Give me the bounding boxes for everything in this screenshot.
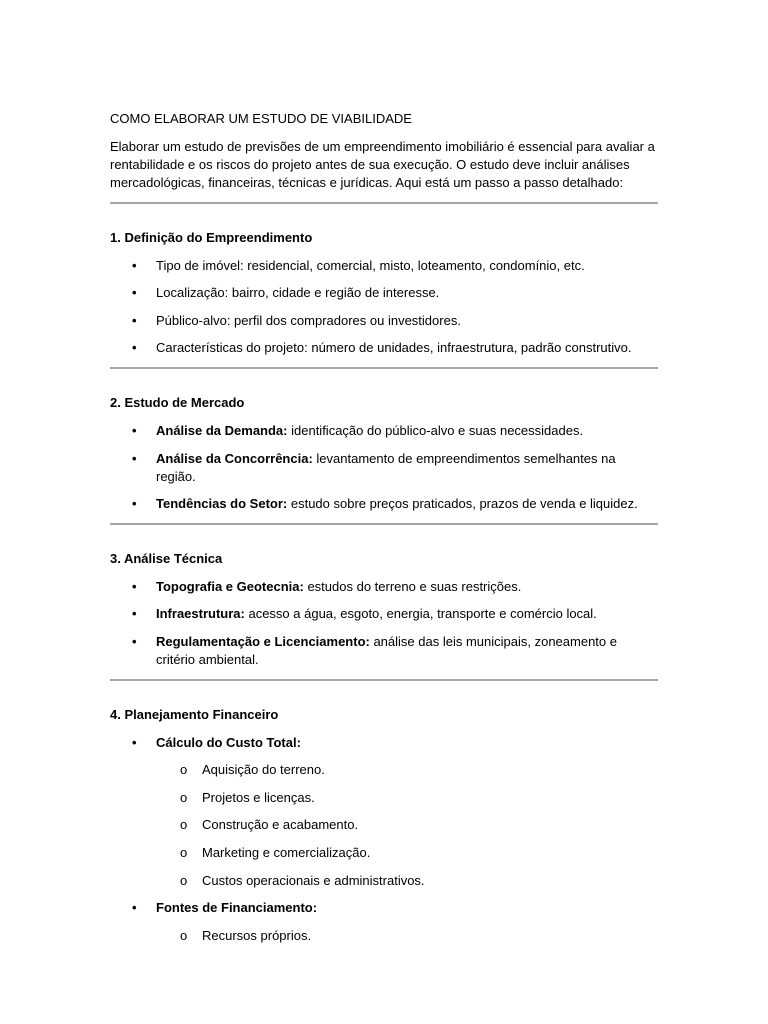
list-item xyxy=(110,495,658,513)
list-item-text: acesso a água, esgoto, energia, transporte e comércio local. xyxy=(244,606,597,622)
list-item-label: Fontes de Financiamento: xyxy=(156,900,318,916)
list-item-label: Topografia e Geotecnia: xyxy=(156,578,304,594)
list-item-text: estudo sobre preços praticados, prazos de venda e liquidez. xyxy=(287,496,638,512)
list-item xyxy=(110,734,658,890)
list-item xyxy=(110,257,658,275)
list-item xyxy=(110,422,658,440)
bullet-icon: • xyxy=(132,257,137,273)
document-content xyxy=(110,110,658,945)
list-item-label: Análise da Concorrência: xyxy=(156,450,313,466)
list-item xyxy=(110,312,658,330)
list-item xyxy=(110,899,658,945)
sub-bullet-icon: o xyxy=(180,762,188,778)
list-item-text: Localização: bairro, cidade e região de interesse. xyxy=(156,285,440,301)
sub-list-item xyxy=(156,844,658,862)
sub-bullet-icon: o xyxy=(180,872,188,888)
sub-list-item xyxy=(156,816,658,834)
section-heading-definicao: 1. Definição do Empreendimento xyxy=(110,230,313,245)
list-item-text: estudos do terreno e suas restrições. xyxy=(303,578,522,594)
section-divider xyxy=(110,679,658,681)
bullet-icon: • xyxy=(132,285,137,301)
list-item xyxy=(110,339,658,357)
section-divider xyxy=(110,523,658,525)
bullet-icon: • xyxy=(132,340,137,356)
intro-paragraph: Elaborar um estudo de previsões de um empreendimento imobiliário é essencial para avaliar a rentabilidade e os riscos do projeto antes de sua execução. O estudo deve incluir análises mercadológicas, financeiras, técnicas e jurídicas. Aqui está um passo a passo detalhado: xyxy=(110,139,655,190)
list-item-label: Cálculo do Custo Total: xyxy=(156,734,301,750)
bullet-list-mercado xyxy=(110,422,658,513)
list-item xyxy=(110,633,658,669)
sub-list-item-text: Construção e acabamento. xyxy=(202,817,359,833)
document-title: COMO ELABORAR UM ESTUDO DE VIABILIDADE xyxy=(110,111,412,126)
bullet-icon: • xyxy=(132,450,137,466)
list-item-label: Análise da Demanda: xyxy=(156,422,288,438)
sub-list-item-text: Recursos próprios. xyxy=(202,927,312,943)
sub-list-item xyxy=(156,872,658,890)
sub-list-item-text: Aquisição do terreno. xyxy=(202,762,325,778)
list-item-label: Tendências do Setor: xyxy=(156,496,288,512)
list-item-label: Regulamentação e Licenciamento: xyxy=(156,633,370,649)
sub-list-item-text: Custos operacionais e administrativos. xyxy=(202,872,425,888)
bullet-icon: • xyxy=(132,496,137,512)
list-item-text: Características do projeto: número de unidades, infraestrutura, padrão construtivo. xyxy=(156,340,632,356)
list-item xyxy=(110,605,658,623)
bullet-list-definicao xyxy=(110,257,658,358)
bullet-icon: • xyxy=(132,900,137,916)
bullet-list-tecnica xyxy=(110,578,658,669)
sub-list-item xyxy=(156,761,658,779)
bullet-icon: • xyxy=(132,422,137,438)
sub-bullet-icon: o xyxy=(180,789,188,805)
section-heading-financeiro: 4. Planejamento Financeiro xyxy=(110,706,279,722)
list-item-text: Tipo de imóvel: residencial, comercial, misto, loteamento, condomínio, etc. xyxy=(156,257,585,273)
bullet-icon: • xyxy=(132,606,137,622)
section-heading-tecnica: 3. Análise Técnica xyxy=(110,551,223,567)
bullet-list-financeiro xyxy=(110,734,658,945)
section-divider xyxy=(110,367,658,369)
sub-list-item xyxy=(156,927,658,945)
sub-bullet-icon: o xyxy=(180,817,188,833)
list-item xyxy=(110,578,658,596)
list-item-text: identificação do público-alvo e suas necessidades. xyxy=(287,422,584,438)
sub-list-financiamento xyxy=(156,927,658,945)
list-item xyxy=(110,450,658,486)
bullet-icon: • xyxy=(132,312,137,328)
sub-list-item-text: Projetos e licenças. xyxy=(202,789,315,805)
list-item xyxy=(110,284,658,302)
list-item-label: Infraestrutura: xyxy=(156,606,245,622)
sub-list-item-text: Marketing e comercialização. xyxy=(202,844,371,860)
sub-list-custo-total xyxy=(156,761,658,889)
section-divider xyxy=(110,202,658,204)
list-item-text: Público-alvo: perfil dos compradores ou investidores. xyxy=(156,312,461,328)
bullet-icon: • xyxy=(132,633,137,649)
bullet-icon: • xyxy=(132,734,137,750)
bullet-icon: • xyxy=(132,578,137,594)
list-item-text: levantamento de empreendimentos semelhantes na região. xyxy=(156,450,616,484)
sub-list-item xyxy=(156,789,658,807)
list-item-text: análise das leis municipais, zoneamento e critério ambiental. xyxy=(156,633,617,667)
section-heading-mercado: 2. Estudo de Mercado xyxy=(110,395,245,411)
sub-bullet-icon: o xyxy=(180,844,188,860)
sub-bullet-icon: o xyxy=(180,927,188,943)
